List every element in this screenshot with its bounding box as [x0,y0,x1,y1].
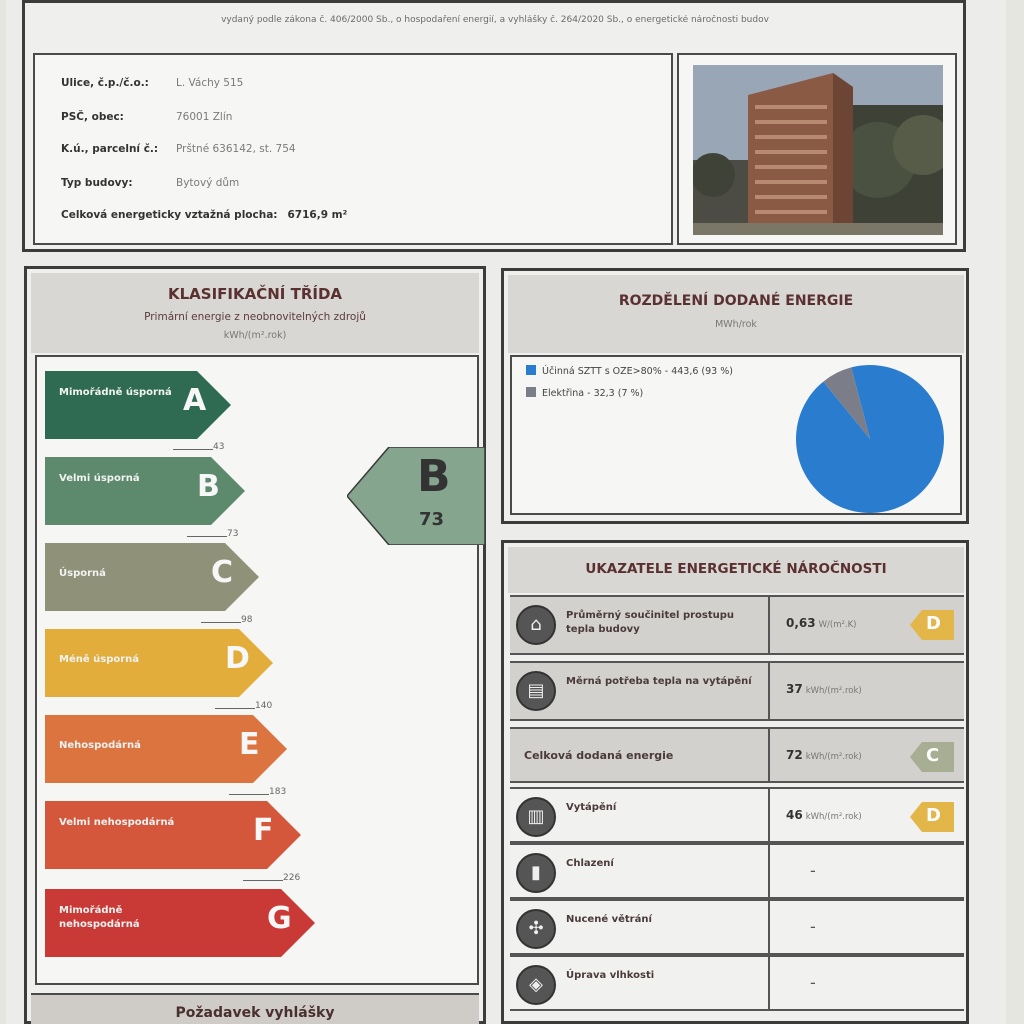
indicator-row [510,843,964,899]
class-arrow-c [45,543,259,611]
indicator-value: 0,63 W/(m².K) [786,616,857,630]
class-letter: B [197,469,220,504]
building-info-panel [22,0,966,252]
class-label: Velmi nehospodárná [59,817,175,828]
class-scale [35,355,479,985]
indicator-row [510,661,964,721]
field-postcode [61,111,232,123]
class-label: Nehospodárná [59,740,141,751]
indicator-label: Měrná potřeba tepla na vytápění [566,676,752,687]
heat-demand-icon: ▤ [516,671,556,711]
indicator-value: - [810,861,816,880]
field-street [61,77,243,89]
field-cadastre [61,143,296,155]
class-arrow-b [45,457,245,525]
address-box [33,53,673,245]
field-value: 76001 Zlín [176,111,233,123]
field-label: Typ budovy: [61,177,133,189]
class-arrow-e [45,715,287,783]
requirement-label: Požadavek vyhlášky [175,1005,335,1021]
current-class-value: 73 [419,509,445,530]
indicator-value: 72 kWh/(m².rok) [786,748,862,762]
indicator-row [510,595,964,655]
indicators-panel [501,540,969,1024]
field-total-area [61,209,347,221]
indicator-label: Chlazení [566,858,614,869]
field-building-type [61,177,239,189]
classification-unit: kWh/(m².rok) [223,330,287,341]
indicator-value: 37 kWh/(m².rok) [786,682,862,696]
house-icon: ⌂ [516,605,556,645]
indicator-class-letter: C [926,745,940,766]
indicator-unit: kWh/(m².rok) [805,686,862,696]
current-class-letter: B [417,451,451,502]
class-letter: G [267,901,292,936]
legend-item [526,387,643,399]
distribution-unit: MWh/rok [715,319,757,330]
indicator-label: Nucené větrání [566,914,652,925]
indicators-header [508,547,964,593]
indicator-row [510,727,964,783]
indicators-title: UKAZATELE ENERGETICKÉ NÁROČNOSTI [585,561,887,577]
field-label: Ulice, č.p./č.o.: [61,77,149,89]
building-photo-frame [677,53,957,245]
thermometer-icon: ▮ [516,853,556,893]
indicator-label: Vytápění [566,802,617,813]
class-limit: 183 [269,787,286,797]
indicator-class-badge [910,802,954,832]
field-value: 6716,9 m² [287,209,348,221]
indicator-class-letter: D [926,805,941,826]
legend-swatch [526,387,536,397]
class-label: Mimořádně nehospodárná [59,905,140,930]
indicator-value: 46 kWh/(m².rok) [786,808,862,822]
indicator-unit: W/(m².K) [818,620,857,630]
distribution-chart-box [510,355,962,515]
indicator-label: Celková dodaná energie [524,749,674,762]
class-letter: D [225,641,250,676]
distribution-title: ROZDĚLENÍ DODANÉ ENERGIE [618,293,854,309]
indicator-row [510,899,964,955]
class-label: Úsporná [59,568,106,579]
field-value: Prštné 636142, st. 754 [176,143,296,155]
indicator-class-badge [910,610,954,640]
class-limit: 73 [227,529,238,539]
class-limit: 43 [213,442,224,452]
current-class-marker [347,447,485,545]
classification-panel [24,266,486,1024]
class-arrow-a [45,371,231,439]
indicator-value: - [810,973,816,992]
class-letter: F [253,813,274,848]
indicator-label: Úprava vlhkosti [566,970,655,981]
class-limit: 226 [283,873,300,883]
legend-label: Elektřina - 32,3 (7 %) [542,388,644,399]
field-label: Celková energeticky vztažná plocha: [61,209,278,221]
field-label: K.ú., parcelní č.: [61,143,159,155]
legal-basis-text: vydaný podle zákona č. 406/2000 Sb., o hospodaření energií, a vyhlášky č. 264/2020 Sb., o energetické náročnosti budov [221,15,769,25]
distribution-header [508,275,964,353]
class-arrow-f [45,801,301,869]
classification-header [31,273,479,353]
indicator-row [510,955,964,1011]
legend-swatch [526,365,536,375]
energy-pie-chart [794,363,946,515]
class-letter: C [211,555,234,590]
class-label: Velmi úsporná [59,473,140,484]
field-value: L. Váchy 515 [176,77,244,89]
class-letter: A [183,383,207,418]
building-photo [693,65,943,235]
classification-subtitle: Primární energie z neobnovitelných zdrojů [144,311,366,323]
certificate-sheet [6,0,1006,1024]
fan-icon: ✣ [516,909,556,949]
energy-distribution-panel [501,268,969,524]
radiator-icon: ▥ [516,797,556,837]
legend-label: Účinná SZTT s OZE>80% - 443,6 (93 %) [542,366,733,377]
legend-item [526,365,733,377]
field-value: Bytový dům [176,177,240,189]
class-limit: 140 [255,701,272,711]
class-label: Mimořádně úsporná [59,387,172,398]
class-limit: 98 [241,615,252,625]
indicator-class-badge [910,742,954,772]
class-arrow-g [45,889,315,957]
class-arrow-d [45,629,273,697]
indicator-row [510,787,964,843]
classification-title: KLASIFIKAČNÍ TŘÍDA [167,285,343,303]
indicator-unit: kWh/(m².rok) [805,812,862,822]
indicator-unit: kWh/(m².rok) [805,752,862,762]
indicator-label: Průměrný součinitel prostupu tepla budovy [566,610,735,635]
field-label: PSČ, obec: [61,111,124,123]
requirement-band [31,993,479,1024]
class-label: Méně úsporná [59,654,140,665]
class-letter: E [239,727,260,762]
humidity-icon: ◈ [516,965,556,1005]
indicator-class-letter: D [926,613,941,634]
indicator-value: - [810,917,816,936]
